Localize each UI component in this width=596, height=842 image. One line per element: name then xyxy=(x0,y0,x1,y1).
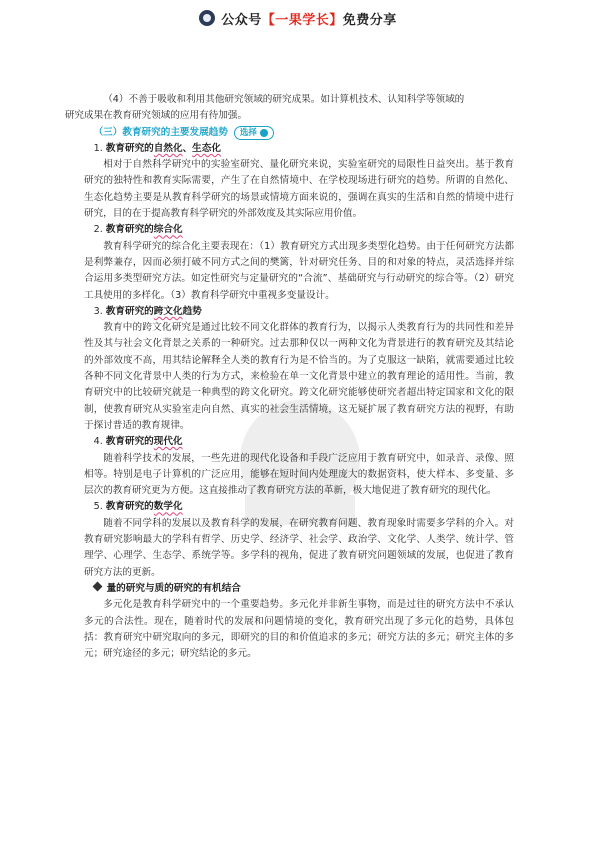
heading-2-keyword: 综合化 xyxy=(153,224,183,236)
paragraph-2: 教育科学研究的综合化主要表现在：（1）教育研究方式出现多类型化趋势。由于任何研究方法都是利弊兼存，因而必须打破不同方式之间的樊篱，针对研究任务、目的和对象的特点，灵活选择并综合运用多类型研究方法。如定性研究与定量研究的“合流”、基础研究与行动研究的综合等。（2）研究工具使用的多样化。（3）教育科学研究中重视多变量设计。 xyxy=(84,240,514,301)
paragraph-3: 教育中的跨文化研究是通过比较不同文化群体的教育行为，以揭示人类教育行为的共同性和差异性及其与社会文化背景之关系的一种研究。过去那种仅以一两种文化为背景进行的教育研究及其结论的外部效度不高，用其结论解释全人类的教育行为是不恰当的。为了克服这一缺陷，就需要通过比较各种不同文化背景中人类的行为方式，来检验在单一文化背景中建立的教育理论的适用性。当前，教育研究中的比较研究就是一种典型的跨文化研究。跨文化研究能够使研究者超出特定国家和文化的限制，使教育研究从实验室走向自然、真实的社会生活情境，这无疑扩展了教育研究方法的视野，有助于探讨普适的教育规律。 xyxy=(84,322,514,431)
heading-5-keyword: 数学化 xyxy=(153,501,183,513)
choice-badge-label: 选择 xyxy=(239,127,257,138)
heading-3-number: 3. xyxy=(93,305,103,317)
heading-4-keyword: 现代化 xyxy=(153,436,183,448)
diamond-bullet-icon xyxy=(92,581,102,591)
intro-paragraph xyxy=(64,92,514,125)
intro-line-1: （4）不善于吸收和利用其他研究领域的研究成果。如计算机技术、认知科学等领域的 xyxy=(103,94,465,105)
heading-6-title: 量的研究与质的研究的有机结合 xyxy=(106,582,241,594)
heading-5-number: 5. xyxy=(93,501,103,513)
section-heading xyxy=(84,125,514,141)
heading-4 xyxy=(84,434,514,450)
header-prefix: 公众号 xyxy=(221,12,262,28)
paragraph-5: 随着不同学科的发展以及教育科学的发展，在研究教育问题、教育现象时需要多学科的介入。对教育研究影响最大的学科有哲学、历史学、经济学、社会学、政治学、文化学、人类学、统计学、管理学、心理学、生态学、系统学等。多学科的视角，促进了教育研究问题领域的发展，也促进了教育研究方法的更新。 xyxy=(84,517,514,578)
header-text xyxy=(221,9,397,28)
brand-avatar-icon xyxy=(199,10,215,26)
badge-icon xyxy=(260,129,268,137)
document-body xyxy=(64,92,514,662)
paragraph-1: 相对于自然科学研究中的实验室研究、量化研究来说，实验室研究的局限性日益突出。基于教育研究的独特性和教育实际需要，产生了在自然情境中、在学校现场进行研究的趋势。所谓的自然化、生态化趋势主要是从教育科学研究的场景或情境方面来说的，强调在真实的生活和自然的情境中进行研究，目的在于提高教育科学研究的外部效度及其实际应用价值。 xyxy=(84,159,514,220)
paragraph-6: 多元化是教育科学研究中的一个重要趋势。多元化并非新生事物，而是过往的研究方法中不承认多元的合法性。现在，随着时代的发展和问题情境的变化，教育研究出现了多元化的趋势，具体包括：教育研究中研究取向的多元，即研究的目的和价值追求的多元；研究方法的多元；研究主体的多元；研究途径的多元；研究结论的多元。 xyxy=(84,599,514,660)
heading-1-keyword-2: 生态化 xyxy=(192,142,221,154)
heading-3 xyxy=(84,304,514,320)
heading-5 xyxy=(84,499,514,515)
choice-badge xyxy=(234,126,274,140)
heading-1-number: 1. xyxy=(93,142,103,154)
paragraph-4: 随着科学技术的发展，一些先进的现代化设备和手段广泛应用于教育研究中，如录音、录像、照相等。特别是电子计算机的广泛应用，能够在短时间内处理庞大的数据资料，使大样本、多变量、多层次的教育研究更为方便。这直接推动了教育研究方法的革新，极大地促进了教育研究的现代化。 xyxy=(84,452,514,497)
heading-4-prefix: 教育研究的 xyxy=(105,436,154,448)
heading-1-separator: 、 xyxy=(182,142,193,154)
section-title: （三）教育研究的主要发展趋势 xyxy=(93,126,228,138)
heading-5-prefix: 教育研究的 xyxy=(105,501,154,513)
heading-2-prefix: 教育研究的 xyxy=(105,224,154,236)
heading-2-number: 2. xyxy=(93,224,103,236)
header-brand: 【一果学长】 xyxy=(261,12,343,28)
heading-1 xyxy=(84,141,514,157)
heading-3-suffix: 趋势 xyxy=(182,305,202,317)
heading-1-keyword-1: 自然化 xyxy=(153,142,183,154)
header-suffix: 免费分享 xyxy=(342,12,397,28)
heading-4-number: 4. xyxy=(93,436,103,448)
heading-3-prefix: 教育研究的 xyxy=(105,305,154,317)
heading-6 xyxy=(84,581,514,597)
intro-line-2: 研究成果在教育研究领域的应用有待加强。 xyxy=(64,110,248,122)
heading-2 xyxy=(84,222,514,238)
heading-1-prefix: 教育研究的 xyxy=(105,142,154,154)
heading-3-keyword: 跨文化 xyxy=(153,305,183,317)
page-header xyxy=(0,0,596,36)
